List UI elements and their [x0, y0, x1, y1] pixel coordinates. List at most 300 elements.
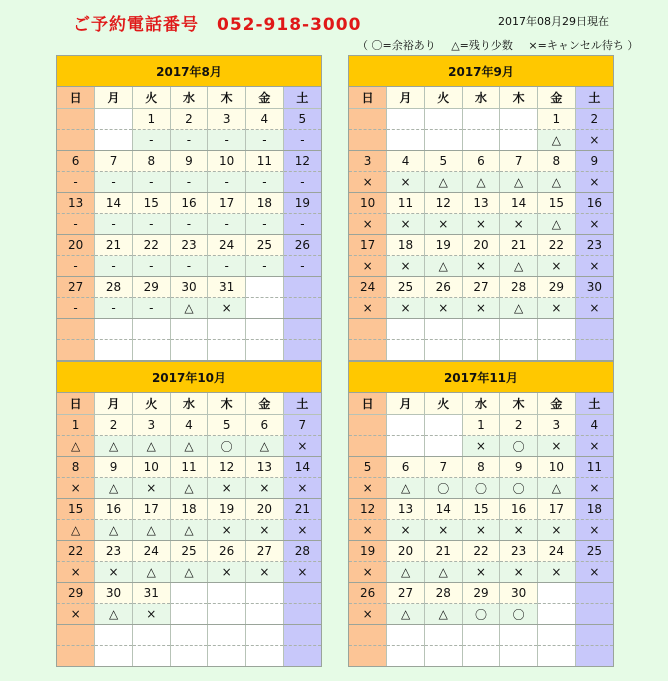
day-number: 28	[283, 541, 321, 562]
availability-status: ×	[575, 478, 613, 499]
availability-status: ×	[132, 478, 170, 499]
day-number: 21	[283, 499, 321, 520]
week-dates-row	[57, 457, 321, 478]
day-number	[283, 319, 321, 340]
week-status-row	[349, 130, 613, 151]
day-number: 13	[387, 499, 425, 520]
weekday-header: 水	[462, 87, 500, 109]
availability-status: ×	[57, 562, 95, 583]
day-number: 12	[208, 457, 246, 478]
availability-status: ×	[575, 562, 613, 583]
week-status-row	[349, 520, 613, 541]
availability-status: -	[57, 298, 95, 319]
availability-status	[246, 646, 284, 667]
day-number: 18	[387, 235, 425, 256]
day-number: 18	[575, 499, 613, 520]
weekday-header: 木	[208, 87, 246, 109]
day-number	[246, 625, 284, 646]
weekday-header: 水	[462, 393, 500, 415]
availability-status	[246, 604, 284, 625]
availability-status: ×	[283, 436, 321, 457]
day-number: 23	[500, 541, 538, 562]
availability-status: -	[283, 214, 321, 235]
availability-status	[575, 646, 613, 667]
availability-status: ×	[349, 214, 387, 235]
day-number: 4	[387, 151, 425, 172]
day-number: 23	[95, 541, 133, 562]
day-number	[424, 625, 462, 646]
week-status-row	[349, 214, 613, 235]
week-status-row	[57, 340, 321, 361]
day-number	[349, 319, 387, 340]
availability-status: △	[424, 256, 462, 277]
availability-status: △	[538, 172, 576, 193]
week-status-row	[349, 478, 613, 499]
day-number: 13	[57, 193, 95, 214]
day-number	[57, 109, 95, 130]
availability-status: -	[170, 172, 208, 193]
availability-status	[349, 130, 387, 151]
availability-status	[424, 646, 462, 667]
day-number	[462, 109, 500, 130]
availability-status: -	[132, 214, 170, 235]
availability-status: ×	[575, 520, 613, 541]
availability-status: ×	[538, 436, 576, 457]
day-number: 24	[132, 541, 170, 562]
week-status-row	[57, 604, 321, 625]
availability-status	[538, 646, 576, 667]
day-number	[170, 319, 208, 340]
as-of-date: 2017年08月29日現在	[498, 15, 609, 28]
day-number: 29	[538, 277, 576, 298]
availability-status	[500, 646, 538, 667]
availability-status: -	[246, 130, 284, 151]
day-number: 4	[170, 415, 208, 436]
day-number: 1	[132, 109, 170, 130]
week-dates-row	[349, 541, 613, 562]
day-number	[246, 583, 284, 604]
week-status-row	[57, 520, 321, 541]
day-number: 24	[538, 541, 576, 562]
availability-status	[283, 646, 321, 667]
calendar-grid	[349, 393, 613, 666]
availability-status: △	[95, 436, 133, 457]
day-number: 22	[462, 541, 500, 562]
day-number	[500, 109, 538, 130]
day-number: 23	[575, 235, 613, 256]
week-dates-row	[57, 235, 321, 256]
availability-status: △	[132, 562, 170, 583]
day-number: 20	[462, 235, 500, 256]
day-number: 26	[208, 541, 246, 562]
day-number	[424, 319, 462, 340]
availability-status: ×	[132, 604, 170, 625]
availability-status: -	[57, 214, 95, 235]
day-number: 16	[170, 193, 208, 214]
weekday-header: 土	[283, 87, 321, 109]
week-status-row	[349, 340, 613, 361]
day-number: 9	[575, 151, 613, 172]
availability-status: △	[170, 478, 208, 499]
availability-status: -	[208, 214, 246, 235]
availability-status	[170, 604, 208, 625]
status-legend	[357, 37, 638, 53]
week-dates-row	[57, 625, 321, 646]
day-number: 14	[500, 193, 538, 214]
weekday-header: 水	[170, 87, 208, 109]
week-dates-row	[349, 235, 613, 256]
day-number: 8	[538, 151, 576, 172]
availability-status	[349, 646, 387, 667]
day-number: 17	[208, 193, 246, 214]
day-number: 24	[208, 235, 246, 256]
day-number	[95, 625, 133, 646]
calendar-grid	[57, 87, 321, 360]
availability-status	[575, 604, 613, 625]
availability-status	[500, 130, 538, 151]
month-title: 2017年10月	[57, 362, 321, 393]
availability-status	[132, 646, 170, 667]
day-number: 2	[170, 109, 208, 130]
day-number: 27	[462, 277, 500, 298]
availability-status: ×	[208, 478, 246, 499]
availability-status: ×	[283, 478, 321, 499]
availability-status	[538, 340, 576, 361]
day-number	[170, 583, 208, 604]
week-dates-row	[349, 415, 613, 436]
availability-status	[246, 340, 284, 361]
availability-status	[132, 340, 170, 361]
day-number: 3	[208, 109, 246, 130]
day-number: 22	[132, 235, 170, 256]
day-number: 21	[95, 235, 133, 256]
day-number	[500, 625, 538, 646]
availability-status	[95, 130, 133, 151]
availability-status: △	[170, 436, 208, 457]
weekday-header: 火	[132, 87, 170, 109]
day-number	[387, 109, 425, 130]
week-status-row	[349, 604, 613, 625]
day-number: 11	[387, 193, 425, 214]
calendar-grid	[349, 87, 613, 360]
day-number	[283, 277, 321, 298]
day-number: 14	[283, 457, 321, 478]
availability-status	[57, 340, 95, 361]
week-dates-row	[349, 319, 613, 340]
day-number: 11	[246, 151, 284, 172]
day-number	[538, 319, 576, 340]
day-number: 12	[349, 499, 387, 520]
availability-status: ×	[246, 520, 284, 541]
day-number: 5	[283, 109, 321, 130]
availability-status	[387, 646, 425, 667]
day-number: 1	[538, 109, 576, 130]
day-number: 2	[95, 415, 133, 436]
day-number: 4	[575, 415, 613, 436]
week-dates-row	[57, 541, 321, 562]
day-number	[208, 625, 246, 646]
availability-status: ×	[349, 520, 387, 541]
availability-status: △	[170, 520, 208, 541]
week-status-row	[57, 214, 321, 235]
day-number	[170, 625, 208, 646]
day-number: 18	[246, 193, 284, 214]
availability-status	[387, 436, 425, 457]
availability-status: ×	[349, 298, 387, 319]
weekday-header: 土	[283, 393, 321, 415]
week-status-row	[349, 298, 613, 319]
day-number: 15	[132, 193, 170, 214]
day-number: 28	[95, 277, 133, 298]
availability-status	[424, 340, 462, 361]
day-number: 7	[424, 457, 462, 478]
day-number: 30	[500, 583, 538, 604]
day-number: 3	[349, 151, 387, 172]
availability-status: -	[246, 172, 284, 193]
availability-status	[283, 340, 321, 361]
day-number: 30	[170, 277, 208, 298]
availability-status: ×	[208, 520, 246, 541]
availability-status	[95, 340, 133, 361]
availability-status: 〇	[500, 604, 538, 625]
availability-status: △	[95, 604, 133, 625]
day-number	[349, 625, 387, 646]
day-number: 26	[349, 583, 387, 604]
day-number	[462, 625, 500, 646]
day-number	[246, 277, 284, 298]
week-dates-row	[349, 193, 613, 214]
availability-status: ×	[424, 214, 462, 235]
availability-status: ×	[208, 562, 246, 583]
availability-status	[424, 436, 462, 457]
availability-status: △	[538, 478, 576, 499]
availability-status: △	[538, 214, 576, 235]
week-dates-row	[349, 457, 613, 478]
week-status-row	[349, 256, 613, 277]
weekday-header: 日	[57, 393, 95, 415]
availability-status: △	[500, 256, 538, 277]
week-status-row	[57, 130, 321, 151]
day-number: 12	[283, 151, 321, 172]
day-number: 11	[575, 457, 613, 478]
availability-status: △	[424, 562, 462, 583]
availability-status	[462, 646, 500, 667]
availability-status: △	[424, 172, 462, 193]
availability-status: -	[170, 214, 208, 235]
availability-status	[208, 604, 246, 625]
weekday-header: 日	[57, 87, 95, 109]
day-number	[538, 625, 576, 646]
availability-status: ×	[500, 214, 538, 235]
week-dates-row	[349, 151, 613, 172]
week-dates-row	[349, 583, 613, 604]
day-number: 15	[538, 193, 576, 214]
availability-status: ×	[500, 562, 538, 583]
availability-status: 〇	[500, 478, 538, 499]
availability-status: ×	[349, 478, 387, 499]
availability-status	[500, 340, 538, 361]
day-number: 31	[132, 583, 170, 604]
availability-status: ×	[462, 436, 500, 457]
availability-status: -	[132, 172, 170, 193]
day-number: 30	[95, 583, 133, 604]
availability-status: △	[170, 562, 208, 583]
availability-status: -	[132, 130, 170, 151]
day-number: 27	[57, 277, 95, 298]
day-number: 22	[538, 235, 576, 256]
availability-status: ×	[500, 520, 538, 541]
day-number: 5	[208, 415, 246, 436]
week-status-row	[349, 646, 613, 667]
day-number: 26	[283, 235, 321, 256]
weekday-header: 金	[538, 87, 576, 109]
availability-status	[387, 130, 425, 151]
day-number: 10	[538, 457, 576, 478]
availability-status: -	[283, 172, 321, 193]
availability-status: -	[208, 256, 246, 277]
day-number: 8	[57, 457, 95, 478]
day-number	[575, 625, 613, 646]
day-number	[575, 319, 613, 340]
availability-status: ×	[538, 562, 576, 583]
week-status-row	[57, 298, 321, 319]
day-number: 31	[208, 277, 246, 298]
week-status-row	[57, 478, 321, 499]
week-status-row	[57, 562, 321, 583]
day-number: 16	[575, 193, 613, 214]
weekday-header: 木	[500, 393, 538, 415]
availability-status: ×	[575, 172, 613, 193]
week-dates-row	[57, 319, 321, 340]
availability-status: △	[424, 604, 462, 625]
day-number: 7	[283, 415, 321, 436]
availability-status	[95, 646, 133, 667]
availability-status: △	[500, 172, 538, 193]
weekday-header: 月	[95, 393, 133, 415]
legend-waitlist: ×=キャンセル待ち ）	[528, 39, 639, 52]
availability-status: -	[57, 256, 95, 277]
weekday-header: 土	[575, 393, 613, 415]
day-number	[387, 415, 425, 436]
availability-status: -	[95, 256, 133, 277]
availability-status: ×	[424, 520, 462, 541]
day-number	[132, 319, 170, 340]
availability-status: -	[132, 256, 170, 277]
availability-status: ×	[575, 436, 613, 457]
availability-status: ×	[462, 562, 500, 583]
day-number: 5	[424, 151, 462, 172]
availability-status: △	[95, 520, 133, 541]
availability-status: ×	[57, 478, 95, 499]
availability-status	[283, 298, 321, 319]
availability-status: -	[283, 130, 321, 151]
day-number	[208, 583, 246, 604]
day-number	[57, 319, 95, 340]
weekday-header: 木	[208, 393, 246, 415]
day-number	[132, 625, 170, 646]
availability-status: ×	[283, 520, 321, 541]
day-number: 8	[132, 151, 170, 172]
day-number: 29	[132, 277, 170, 298]
availability-status: ×	[349, 604, 387, 625]
calendar-month	[56, 55, 322, 361]
availability-status	[462, 340, 500, 361]
week-status-row	[57, 256, 321, 277]
day-number: 25	[387, 277, 425, 298]
availability-status	[170, 646, 208, 667]
availability-status: 〇	[462, 478, 500, 499]
availability-status: ×	[538, 256, 576, 277]
weekday-header: 月	[387, 393, 425, 415]
day-number	[575, 583, 613, 604]
day-number: 10	[208, 151, 246, 172]
availability-status: 〇	[208, 436, 246, 457]
day-number: 17	[349, 235, 387, 256]
weekday-header: 日	[349, 87, 387, 109]
day-number: 7	[500, 151, 538, 172]
calendar-month	[348, 55, 614, 361]
calendar-grid	[57, 393, 321, 666]
availability-status: ×	[246, 562, 284, 583]
day-number: 27	[246, 541, 284, 562]
availability-status: ×	[462, 298, 500, 319]
availability-status: ×	[387, 256, 425, 277]
day-number: 6	[387, 457, 425, 478]
availability-status: ×	[387, 214, 425, 235]
availability-status: △	[246, 436, 284, 457]
day-number: 25	[246, 235, 284, 256]
availability-status	[387, 340, 425, 361]
availability-status: △	[57, 520, 95, 541]
week-dates-row	[349, 499, 613, 520]
availability-status	[575, 340, 613, 361]
availability-status: -	[170, 130, 208, 151]
availability-status: ×	[387, 172, 425, 193]
day-number: 28	[500, 277, 538, 298]
day-number	[424, 415, 462, 436]
weekday-header: 金	[246, 393, 284, 415]
availability-status: △	[170, 298, 208, 319]
reservation-phone: ご予約電話番号 052-918-3000	[73, 15, 362, 35]
day-number	[95, 109, 133, 130]
day-number: 8	[462, 457, 500, 478]
day-number: 19	[283, 193, 321, 214]
day-number	[349, 109, 387, 130]
week-dates-row	[349, 625, 613, 646]
availability-status: ×	[387, 298, 425, 319]
availability-status: △	[57, 436, 95, 457]
availability-status	[349, 436, 387, 457]
day-number: 9	[95, 457, 133, 478]
day-number: 12	[424, 193, 462, 214]
calendar-month	[348, 361, 614, 667]
day-number: 3	[538, 415, 576, 436]
day-number	[500, 319, 538, 340]
availability-status: 〇	[500, 436, 538, 457]
availability-status: ×	[575, 256, 613, 277]
availability-status: ×	[575, 214, 613, 235]
availability-status: -	[132, 298, 170, 319]
day-number: 11	[170, 457, 208, 478]
day-number: 13	[462, 193, 500, 214]
week-status-row	[57, 436, 321, 457]
month-title: 2017年9月	[349, 56, 613, 87]
day-number: 22	[57, 541, 95, 562]
day-number: 16	[500, 499, 538, 520]
weekday-header: 木	[500, 87, 538, 109]
availability-status: ×	[283, 562, 321, 583]
availability-status: ×	[424, 298, 462, 319]
